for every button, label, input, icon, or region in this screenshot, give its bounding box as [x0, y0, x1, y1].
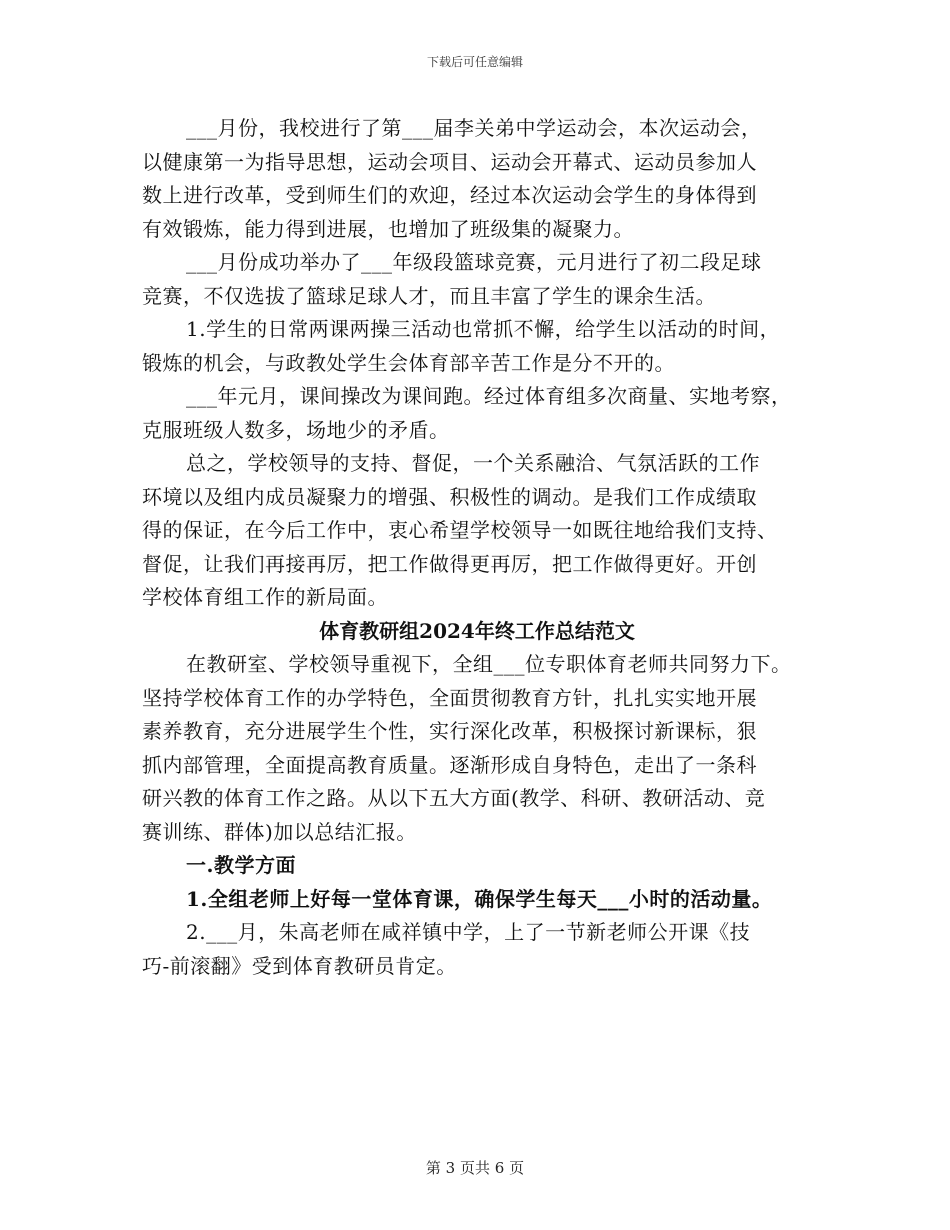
text-line: 锻炼的机会，与政教处学生会体育部辛苦工作是分不开的。	[142, 350, 675, 375]
page-footer: 第 3 页共 6 页	[425, 1159, 525, 1177]
text-line: 竞赛，不仅选拔了篮球足球人才，而且丰富了学生的课余生活。	[142, 283, 716, 308]
text-line: 数上进行改革，受到师生们的欢迎，经过本次运动会学生的身体得到	[142, 183, 757, 207]
text-line: 得的保证，在今后工作中，衷心希望学校领导一如既往地给我们支持、	[142, 518, 778, 542]
text-line: 总之，学校领导的支持、督促，一个关系融洽、气氛活跃的工作	[186, 451, 760, 475]
text-line: ___年元月，课间操改为课间跑。经过体育组多次商量、实地考察，	[186, 384, 792, 408]
text-line: 坚持学校体育工作的办学特色，全面贯彻教育方针，扎扎实实地开展	[142, 685, 757, 710]
text-line: 学校体育组工作的新局面。	[142, 585, 388, 609]
section-title: 体育教研组2024年终工作总结范文	[319, 618, 635, 643]
text-line: 环境以及组内成员凝聚力的增强、积极性的调动。是我们工作成绩取	[142, 484, 757, 509]
text-line: 以健康第一为指导思想，运动会项目、运动会开幕式、运动员参加人	[142, 149, 757, 174]
text-line: 一.教学方面	[186, 853, 296, 877]
text-line: ___月份，我校进行了第___届李关弟中学运动会，本次运动会，	[186, 116, 762, 140]
text-line: ___月份成功举办了___年级段篮球竞赛，元月进行了初二段足球	[186, 250, 762, 274]
text-line: 抓内部管理，全面提高教育质量。逐渐形成自身特色，走出了一条科	[142, 752, 757, 777]
text-line: 在教研室、学校领导重视下，全组___位专职体育老师共同努力下。	[186, 652, 792, 676]
text-line: 巧-前滚翻》受到体育教研员肯定。	[142, 953, 457, 978]
page-header: 下载后可任意编辑	[426, 55, 523, 69]
text-line: 研兴教的体育工作之路。从以下五大方面(教学、科研、教研活动、竞	[142, 786, 766, 810]
text-line: 督促，让我们再接再厉，把工作做得更再厉，把工作做得更好。开创	[142, 551, 757, 576]
text-line: 赛训练、群体)加以总结汇报。	[142, 819, 417, 844]
text-line: 2.___月，朱高老师在咸祥镇中学，上了一节新老师公开课《技	[186, 920, 751, 944]
text-line: 1.学生的日常两课两操三活动也常抓不懈，给学生以活动的时间，	[186, 317, 781, 341]
text-line: 素养教育，充分进展学生个性，实行深化改革，积极探讨新课标，狠	[142, 719, 757, 743]
text-line: 1.全组老师上好每一堂体育课，确保学生每天___小时的活动量。	[186, 886, 773, 911]
text-line: 克服班级人数多，场地少的矛盾。	[142, 417, 450, 442]
document-body	[142, 112, 812, 983]
text-line: 有效锻炼，能力得到进展，也增加了班级集的凝聚力。	[142, 216, 634, 241]
